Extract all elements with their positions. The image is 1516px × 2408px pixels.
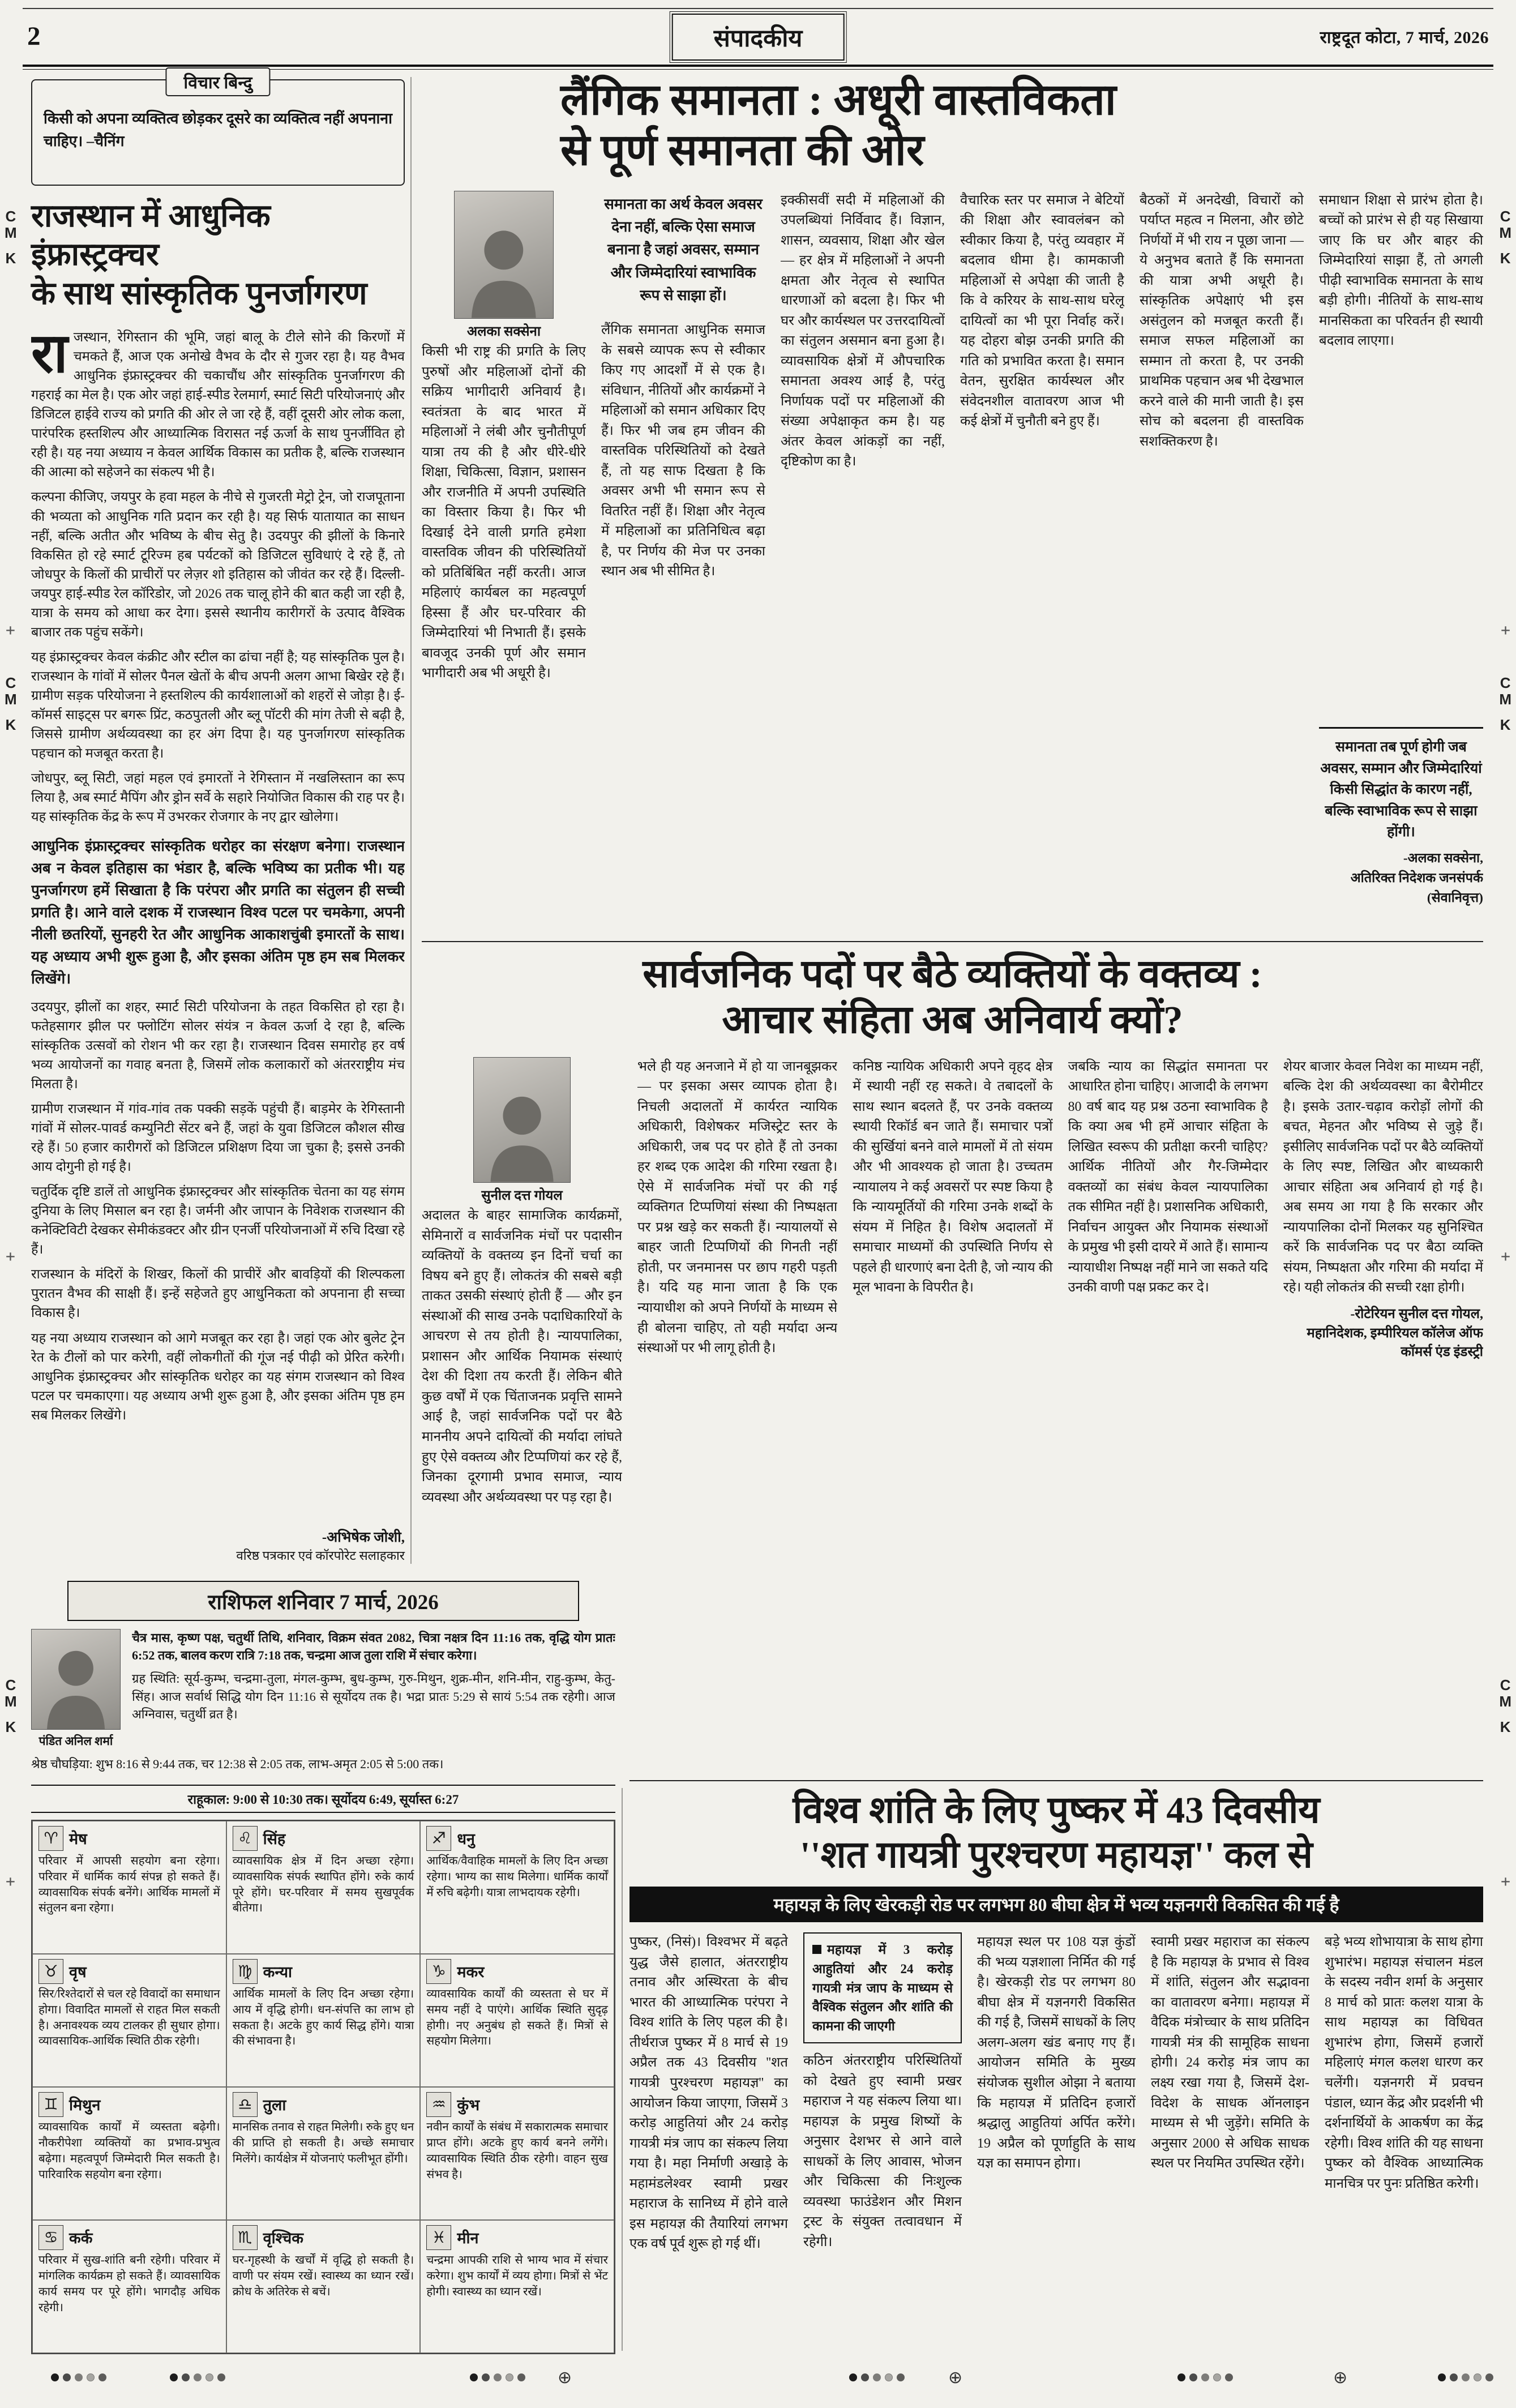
masthead — [27, 15, 1489, 58]
zodiac-cell-pisces — [420, 2220, 614, 2353]
pushkar-headline — [629, 1788, 1483, 1877]
zodiac-cell-aries — [32, 1821, 226, 1954]
horoscope-title: राशिफल शनिवार 7 मार्च, 2026 — [67, 1581, 579, 1621]
zodiac-name: मिथुन — [69, 2097, 101, 2114]
zodiac-name: कन्या — [263, 1964, 293, 1981]
column-divider — [622, 1788, 623, 2351]
body-paragraph: चतुर्दिक दृष्टि डालें तो आधुनिक इंफ्रास्ट्रक्चर और सांस्कृतिक चेतना का यह संगम दुनिया के लिए मिसाल बन रहा है। जर्मनी और जापान के निवेशक राजस्थान की कनेक्टिविटी देखकर सेमीकंडक्टर और ग्रीन एनर्जी परियोजनाओं में रुचि दिखा रहे हैं। — [31, 1184, 405, 1258]
zodiac-forecast: मानसिक तनाव से राहत मिलेगी। रुके हुए धन की प्राप्ति हो सकती है। अच्छे समाचार मिलेंगे। कार्यक्षेत्र में योजनाएं फलीभूत होंगी। — [232, 2120, 414, 2165]
headline-line: विश्व शांति के लिए पुष्कर में 43 दिवसीय — [793, 1790, 1320, 1831]
rajasthan-signature — [31, 1522, 405, 1564]
astrologer-caption: पंडित अनिल शर्मा — [38, 1734, 113, 1748]
cmyk-mark: C M K — [5, 208, 17, 267]
body-paragraph: कल्पना कीजिए, जयपुर के हवा महल के नीचे से गुजरती मेट्रो ट्रेन, जो राजपूताना की भव्यता को आधुनिक गति प्रदान कर रही है। यह सिर्फ यातायात का साधन नहीं, बल्कि अतीत और भविष्य के बीच सेतु है। उदयपुर की झीलों के किनारे विकसित हो रहे स्मार्ट टूरिज्म हब पर्यटकों को डिजिटल सुविधाएं दे रहे हैं, तो जोधपुर के किलों की प्राचीरों पर लेज़र शो इतिहास को जीवंत कर रहे हैं। दिल्ली-जयपुर हाई-स्पीड रेल कॉरिडोर, जो 2026 तक चालू होने की बात कही जा रही है, यात्रा के समय को आधा कर देगा। इससे स्थानीय कारीगरों के उत्पाद वैश्विक बाजार तक पहुंच सकेंगे। — [31, 490, 405, 640]
gender-headline — [422, 75, 1483, 176]
thought-quote: किसी को अपना व्यक्तित्व छोड़कर दूसरे का व्यक्तित्व नहीं अपनाना चाहिए। –चैनिंग — [44, 110, 392, 149]
headline-line: लैंगिक समानता : अधूरी वास्तविकता — [560, 75, 1116, 124]
headline-line: के साथ सांस्कृतिक पुनर्जागरण — [31, 276, 367, 311]
closing-box — [1319, 727, 1483, 908]
author-title: (सेवानिवृत्त) — [1427, 891, 1483, 906]
zodiac-cell-capricorn — [420, 1954, 614, 2087]
highlight-box — [803, 1932, 962, 2043]
headline-line: राजस्थान में आधुनिक इंफ्रास्ट्रक्चर — [31, 199, 271, 273]
article-column — [637, 1057, 837, 1743]
zodiac-icon: ♌ — [233, 1826, 258, 1851]
panchang-line: ग्रह स्थिति: सूर्य-कुम्भ, चन्द्रमा-तुला, मंगल-कुम्भ, बुध-कुम्भ, गुरु-मिथुन, शुक्र-मीन, शनि-मीन, राहु-कुम्भ, केतु-सिंह। आज सर्वार्थ सिद्धि योग दिन 11:16 से सूर्योदय तक है। भद्रा प्रातः 5:29 से सायं 5:54 तक रहेगी। आज अग्निवास, चतुर्थी व्रत है। — [132, 1671, 615, 1721]
zodiac-icon: ♋ — [38, 2225, 63, 2250]
registration-dots — [470, 2373, 525, 2381]
body-paragraph: शेयर बाजार केवल निवेश का माध्यम नहीं, बल्कि देश की अर्थव्यवस्था का बैरोमीटर है। इसके उतार-चढ़ाव करोड़ों लोगों की बचत, मेहनत और भविष्य से जुड़े हैं। इसीलिए सार्वजनिक पदों पर बैठे व्यक्तियों के लिए स्पष्ट, लिखित और बाध्यकारी आचार संहिता अब अनिवार्य हो गई है। अब समय आ गया है कि सरकार और न्यायपालिका दोनों मिलकर यह सुनिश्चित करें कि सार्वजनिक पद पर बैठा व्यक्ति संयम, निष्पक्षता और गरिमा की मर्यादा में रहे। यही लोकतंत्र की सच्ची रक्षा होगी। — [1283, 1059, 1483, 1295]
zodiac-forecast: परिवार में सुख-शांति बनी रहेगी। परिवार में मांगलिक कार्यक्रम हो सकते हैं। व्यावसायिक कार्य समय पर पूरे होंगे। भागदौड़ अधिक रहेगी। — [38, 2253, 220, 2314]
zodiac-forecast: चन्द्रमा आपकी राशि से भाग्य भाव में संचार करेगा। शुभ कार्यों में व्यय होगा। मित्रों से भेंट होगी। स्वास्थ्य का ध्यान रखें। — [426, 2253, 608, 2298]
pull-quote: समानता का अर्थ केवल अवसर देना नहीं, बल्कि ऐसा समाज बनाना है जहां अवसर, सम्मान और जिम्मेदारियां स्वाभाविक रूप से साझा हों। — [604, 195, 763, 303]
registration-dots — [849, 2373, 905, 2381]
registration-dots — [1438, 2373, 1493, 2381]
zodiac-name: मकर — [457, 1964, 485, 1981]
zodiac-icon: ♒ — [426, 2092, 451, 2117]
registration-dots — [1177, 2373, 1233, 2381]
panchang-line: चैत्र मास, कृष्ण पक्ष, चतुर्थी तिथि, शनिवार, विक्रम संवत 2082, चित्रा नक्षत्र दिन 11:16 तक, वृद्धि योग प्रातः 6:52 तक, बालव करण रात्रि 7:18 तक, चन्द्रमा आज तुला राशि में संचार करेगा। — [132, 1631, 615, 1663]
headline-line: आचार संहिता अब अनिवार्य क्यों? — [722, 998, 1183, 1042]
author-figure — [422, 1057, 622, 1207]
body-paragraph: जबकि न्याय का सिद्धांत समानता पर आधारित होना चाहिए। आजादी के लगभग 80 वर्ष बाद यह प्रश्न उठना स्वाभाविक है कि क्या अब भी हमें आचार संहिता के लिखित स्वरूप की प्रतीक्षा करनी चाहिए? आर्थिक नीतियों और गैर-जिम्मेदार वक्तव्यों का संबंध केवल न्यायपालिका तक सीमित नहीं है। प्रशासनिक अधिकारी, निर्वाचन आयुक्त और नियामक संस्थाओं के प्रमुख भी इसी दायरे में आते हैं। सामान्य न्यायाधीश निष्पक्ष नहीं माने जा सकते यदि उनकी वाणी पक्ष प्रकट कर दे। — [1068, 1059, 1268, 1295]
section-rule — [422, 941, 1483, 942]
zodiac-icon: ♐ — [426, 1826, 451, 1851]
registration-target: ⊕ — [1333, 2368, 1348, 2388]
section-title: संपादकीय — [672, 14, 845, 61]
zodiac-icon: ♓ — [426, 2225, 451, 2250]
zodiac-name: धनु — [457, 1830, 475, 1848]
body-paragraph: उदयपुर, झीलों का शहर, स्मार्ट सिटी परियोजना के तहत विकसित हो रहा है। फतेहसागर झील पर फ्लोटिंग सोलर संयंत्र न केवल ऊर्जा दे रहा है, बल्कि सांस्कृतिक उत्सवों को रोशन भी कर रहा है। राजस्थान दिवस समारोह हर वर्ष भव्य आयोजनों का गवाह बनता है, जिसमें लोक कलाकारों को अंतरराष्ट्रीय मंच मिलता है। — [31, 999, 405, 1092]
cmyk-mark: C M K — [1499, 674, 1511, 734]
body-paragraph: भले ही यह अनजाने में हो या जानबूझकर — पर इसका असर व्यापक होता है। निचली अदालतों में कार्यरत न्यायिक अधिकारी, विशेषकर मजिस्ट्रेट स्तर के अधिकारी, जब पद पर होते हैं तो उनका हर शब्द एक आदेश की गरिमा रखता है। ऐसे में सार्वजनिक मंचों पर की गई व्यक्तिगत टिप्पणियां संस्था की निष्पक्षता पर प्रश्न खड़े कर सकती हैं। न्यायालयों से बाहर जाती टिप्पणियों की गिनती नहीं होती, पर जनमानस पर छाप गहरी पड़ती है। यदि यह माना जाता है कि एक न्यायाधीश को अपने निर्णयों के माध्यम से ही बोलना चाहिए, तो यही मर्यादा अन्य संस्थाओं पर भी लागू होती है। — [637, 1059, 838, 1356]
horoscope-intro-row — [31, 1629, 615, 1753]
headline-line: ''शत गायत्री पुरश्चरण महायज्ञ'' कल से — [800, 1834, 1313, 1876]
zodiac-forecast: व्यावसायिक कार्यों की व्यस्तता से घर में समय नहीं दे पाएंगे। आर्थिक स्थिति सुदृढ़ होगी। नए अनुबंध हो सकते हैं। मित्रों से सहयोग मिलेगा। — [426, 1987, 608, 2048]
closing-text: समानता तब पूर्ण होगी जब अवसर, सम्मान और जिम्मेदारियां किसी सिद्धांत के कारण नहीं, बल्कि स्वाभाविक रूप से साझा होंगी। — [1320, 739, 1482, 840]
zodiac-forecast: परिवार में आपसी सहयोग बना रहेगा। परिवार में धार्मिक कार्य संपन्न हो सकते हैं। व्यावसायिक संपर्क बनेंगे। आर्थिक मामलों में संतुलन बना रहेगा। — [38, 1854, 220, 1915]
conduct-headline — [422, 951, 1483, 1043]
body-paragraph: कठिन अंतरराष्ट्रीय परिस्थितियों को देखते हुए स्वामी प्रखर महाराज ने यह संकल्प लिया था। महायज्ञ के प्रमुख शिष्यों के अनुसार देशभर से आने वाले साधकों के लिए आवास, भोजन और चिकित्सा की निःशुल्क व्यवस्था फाउंडेशन और मिशन ट्रस्ट के संयुक्त तत्वावधान में रहेगी। — [803, 2054, 962, 2249]
registration-dots — [51, 2373, 106, 2381]
article-column — [601, 191, 765, 909]
author-caption: सुनील दत्त गोयल — [481, 1188, 563, 1203]
article-column — [629, 1932, 788, 2351]
zodiac-forecast: व्यावसायिक कार्यों में व्यस्तता बढ़ेगी। नौकरीपेशा व्यक्तियों का प्रभाव-प्रभुत्व बढ़ेगा। महत्वपूर्ण जिम्मेदारी मिल सकती है। पारिवारिक सहयोग बना रहेगा। — [38, 2120, 220, 2181]
article-column — [960, 191, 1124, 909]
zodiac-icon: ♉ — [38, 1959, 63, 1984]
body-paragraph: किसी भी राष्ट्र की प्रगति के लिए पुरुषों और महिलाओं दोनों की सक्रिय भागीदारी अनिवार्य है। स्वतंत्रता के बाद भारत में महिलाओं ने लंबी और चुनौतीपूर्ण यात्रा तय की है और धीरे-धीरे शिक्षा, चिकित्सा, विज्ञान, प्रशासन और राजनीति में अपनी उपस्थिति का विस्तार किया है। फिर भी दिखाई देने वाली प्रगति हमेशा वास्तविक जीवन की परिस्थितियों को प्रतिबिंबित नहीं करती। आज महिलाएं कार्यबल का महत्वपूर्ण हिस्सा हैं और घर-परिवार की जिम्मेदारियां भी निभाती हैं। इसके बावजूद उनकी पूर्ण और समान भागीदारी अब भी अधूरी है। — [422, 344, 586, 681]
article-column — [1325, 1932, 1483, 2351]
author-name: -रोटेरियन सुनील दत्त गोयल, — [1350, 1307, 1483, 1321]
zodiac-cell-aquarius — [420, 2087, 614, 2220]
paragraph-text: जस्थान, रेगिस्तान की भूमि, जहां बालू के टीले सोने की किरणों में चमकते हैं, आज एक अनोखे वैभव के दौर से गुजर रहा है। यह वैभव आधुनिक इंफ्रास्ट्रक्चर की चकाचौंध और सांस्कृतिक पुनर्जागरण की गहराई का मेल है। एक ओर जहां हाई-स्पीड रेलमार्ग, स्मार्ट सिटी परियोजनाएं और डिजिटल हाईवे राज्य को प्रगति की ओर ले जा रहे हैं, वहीं दूसरी ओर लोक कला, पारंपरिक हस्तशिल्प और आध्यात्मिक विरासत नई ऊर्जा के साथ पुनर्जीवित हो रही है। यह नया अध्याय न केवल आर्थिक विकास का प्रतीक है, बल्कि राजस्थान की आत्मा को सहेजने का संकल्प भी है। — [31, 330, 405, 480]
body-paragraph: कनिष्ठ न्यायिक अधिकारी अपने वृहद क्षेत्र में स्थायी नहीं रह सकते। वे तबादलों के साथ स्थान बदलते हैं, पर उनके वक्तव्य स्थायी रिकॉर्ड बन जाते हैं। समाचार पत्रों की सुर्खियां बनने वाले मामलों में तो संयम और भी आवश्यक हो जाता है। उच्चतम न्यायालय ने कई अवसरों पर स्पष्ट किया है कि न्यायमूर्तियों की गरिमा उनके शब्दों के संयम में निहित है। विशेष अदालतों में समाचार माध्यमों की उपस्थिति निर्णय से पहले ही धारणाएं बना देती है, जो न्याय की मूल भावना के विपरीत है। — [853, 1059, 1053, 1295]
body-paragraph: लैंगिक समानता आधुनिक समाज के सबसे व्यापक रूप से स्वीकार किए गए आदर्शों में से एक है। संविधान, नीतियों और कार्यक्रमों ने महिलाओं को समान अधिकार दिए हैं। फिर भी जब हम जीवन की वास्तविक परिस्थितियों को देखते हैं, तो यह साफ दिखता है कि अवसर अभी भी समान रूप से वितरित नहीं हैं। शिक्षा और नेतृत्व में महिलाओं का प्रतिनिधित्व बढ़ा है, पर निर्णय की मेज पर उनका स्थान अब भी सीमित है। — [601, 323, 765, 579]
zodiac-cell-sagittarius — [420, 1821, 614, 1954]
zodiac-icon: ♊ — [38, 2092, 63, 2117]
body-paragraph: अदालत के बाहर सामाजिक कार्यक्रमों, सेमिनारों व सार्वजनिक मंचों पर पदासीन व्यक्तियों के वक्तव्य इन दिनों चर्चा का विषय बने हुए हैं। लोकतंत्र की सबसे बड़ी ताकत उसकी संस्थाएं होती हैं — और इन संस्थाओं की साख उनके पदाधिकारियों के आचरण से तय होती है। न्यायपालिका, प्रशासन और आर्थिक नियामक संस्थाएं देश की दिशा तय करती हैं। लेकिन बीते कुछ वर्षों में एक चिंताजनक प्रवृत्ति सामने आई है, जहां सार्वजनिक पदों पर बैठे माननीय अपने दायित्वों की मर्यादा लांघते हुए ऐसे वक्तव्य और टिप्पणियां कर रहे हैं, जिनका दूरगामी प्रभाव समाज, न्याय व्यवस्था और अर्थव्यवस्था पर पड़ रहा है। — [422, 1208, 622, 1505]
cmyk-mark: C M K — [1499, 208, 1511, 267]
registration-target: ⊕ — [948, 2368, 963, 2388]
zodiac-name: सिंह — [263, 1830, 286, 1848]
rajasthan-body — [31, 328, 405, 1522]
zodiac-name: मीन — [457, 2230, 479, 2247]
edition-dateline: राष्ट्रदूत कोटा, 7 मार्च, 2026 — [1320, 28, 1489, 47]
article-column — [1319, 191, 1483, 909]
crop-mark: + — [6, 621, 15, 639]
portrait-icon — [461, 216, 546, 318]
article-rajasthan — [31, 197, 405, 1564]
author-title: महानिदेशक, इम्पीरियल कॉलेज ऑफ कॉमर्स एंड इंडस्ट्री — [1307, 1325, 1483, 1360]
conduct-columns — [637, 1057, 1483, 1743]
zodiac-forecast: आर्थिक/वैवाहिक मामलों के लिए दिन अच्छा रहेगा। भाग्य का साथ मिलेगा। धार्मिक कार्यों में रुचि बढ़ेगी। यात्रा लाभदायक रहेगी। — [426, 1854, 608, 1899]
rajasthan-headline — [31, 197, 405, 313]
chaughadiya-line: श्रेष्ठ चौघड़िया: शुभ 8:16 से 9:44 तक, चर 12:38 से 2:05 तक, लाभ-अमृत 2:05 से 5:00 तक। — [31, 1757, 444, 1771]
body-paragraph: पुष्कर, (निसं)। विश्वभर में बढ़ते युद्ध जैसे हालात, अंतरराष्ट्रीय तनाव और अस्थिरता के बीच भारत की आध्यात्मिक परंपरा ने विश्व शांति के लिए पहल की है। तीर्थराज पुष्कर में 8 मार्च से 19 अप्रैल तक 43 दिवसीय ''शत गायत्री पुरश्चरण महायज्ञ'' का आयोजन किया जाएगा, जिसमें 3 करोड़ आहुतियां और 24 करोड़ गायत्री मंत्र जाप का संकल्प लिया गया है। महा निर्माणी अखाड़े के महामंडलेश्वर स्वामी प्रखर महाराज के सानिध्य में होने वाले इस महायज्ञ की तैयारियां लगभग एक वर्ष पूर्व शुरू हो गई थीं। — [629, 1935, 788, 2252]
zodiac-cell-gemini — [32, 2087, 226, 2220]
article-column — [803, 1932, 962, 2351]
article-column — [853, 1057, 1052, 1743]
body-paragraph — [31, 328, 405, 482]
article-column — [422, 1057, 622, 1663]
zodiac-icon: ♈ — [38, 1826, 63, 1851]
portrait-icon — [38, 1638, 114, 1729]
horoscope-panel — [31, 1581, 615, 2354]
zodiac-forecast: आर्थिक मामलों के लिए दिन अच्छा रहेगा। आय में वृद्धि होगी। धन-संपत्ति का लाभ हो सकता है। अटके हुए कार्य सिद्ध होंगे। यात्रा की संभावना है। — [232, 1987, 414, 2048]
zodiac-name: तुला — [263, 2097, 286, 2114]
body-paragraph: बैठकों में अनदेखी, विचारों को पर्याप्त महत्व न मिलना, और छोटे निर्णयों में भी राय न पूछा जाना — ये अनुभव बताते हैं कि समानता की यात्रा अभी अधूरी है। सांस्कृतिक अपेक्षाएं भी इस असंतुलन को मजबूत करती हैं। समाज सफल महिलाओं का सम्मान तो करता है, पर उनकी प्राथमिक पहचान अब भी देखभाल करने वाले की मानी जाती है। इस सोच को बदलना ही वास्तविक सशक्तिकरण है। — [1140, 193, 1304, 449]
gender-columns — [422, 191, 1483, 909]
author-photo — [473, 1057, 571, 1183]
cmyk-mark: C M K — [1499, 1676, 1511, 1736]
astrologer-photo — [31, 1629, 121, 1730]
body-paragraph: यह नया अध्याय राजस्थान को आगे मजबूत कर रहा है। जहां एक ओर बुलेट ट्रेन रेत के टीलों को पार करेगी, वहीं लोकगीतों की गूंज नई पीढ़ी को प्रेरित करेगी। आधुनिक इंफ्रास्ट्रक्चर और सांस्कृतिक धरोहर का यह संगम राजस्थान को विश्व पटल पर चमकाएगा। यह अध्याय अभी शुरू हुआ है, और इसका अंतिम पृष्ठ हम सब मिलकर लिखेंगे। — [31, 1331, 405, 1423]
article-column — [1068, 1057, 1268, 1743]
article-column — [781, 191, 945, 909]
cmyk-mark: C M K — [5, 1676, 17, 1736]
zodiac-cell-taurus — [32, 1954, 226, 2087]
cmyk-mark: C M K — [5, 674, 17, 734]
author-name: -अभिषेक जोशी, — [322, 1530, 405, 1545]
article-column — [1140, 191, 1304, 909]
section-rule — [629, 1780, 1483, 1781]
zodiac-name: वृश्चिक — [263, 2230, 304, 2247]
zodiac-icon: ♑ — [426, 1959, 451, 1984]
rahukaal-line: राहूकाल: 9:00 से 10:30 तक। सूर्योदय 6:49, सूर्यास्त 6:27 — [31, 1785, 615, 1813]
registration-target: ⊕ — [558, 2368, 572, 2388]
zodiac-forecast: सिर/रिश्तेदारों से चल रहे विवादों का समाधान होगा। विवादित मामलों से राहत मिल सकती है। अनावश्यक व्यय टालकर ही सुधार होगा। व्यावसायिक-आर्थिक स्थिति ठीक रहेगी। — [38, 1987, 220, 2048]
body-paragraph: राजस्थान के मंदिरों के शिखर, किलों की प्राचीरें और बावड़ियों की शिल्पकला पुरातन वैभव की साक्षी हैं। इन्हें सहेजते हुए आधुनिकता को अपनाना ही सच्चा विकास है। — [31, 1267, 405, 1321]
rajasthan-subhead: आधुनिक इंफ्रास्ट्रक्चर सांस्कृतिक धरोहर का संरक्षण बनेगा। राजस्थान अब न केवल इतिहास का भंडार है, बल्कि भविष्य का प्रतीक भी। यह पुनर्जागरण हमें सिखाता है कि परंपरा और प्रगति का संतुलन ही सच्ची प्रगति है। आने वाले दशक में राजस्थान विश्व पटल पर चमकेगा, अपनी नीली छतरियों, सुनहरी रेत और आधुनिक आकाशचुंबी इमारतों के साथ। यह अध्याय अभी शुरू हुआ है, और इसका अंतिम पृष्ठ हम सब मिलकर लिखेंगे। — [31, 837, 405, 987]
body-paragraph: महायज्ञ स्थल पर 108 यज्ञ कुंडों की भव्य यज्ञशाला निर्मित की गई है। खेरकड़ी रोड पर लगभग 80 बीघा क्षेत्र में यज्ञनगरी विकसित की गई है, जिसमें साधकों के लिए अलग-अलग खंड बनाए गए हैं। आयोजन समिति के मुख्य संयोजक सुशील ओझा ने बताया कि महायज्ञ में प्रतिदिन हजारों श्रद्धालु आहुतियां अर्पित करेंगे। 19 अप्रैल को पूर्णाहुति के साथ यज्ञ का समापन होगा। — [977, 1935, 1136, 2171]
crop-mark: + — [1501, 1247, 1510, 1265]
article-pushkar-mahayagya — [629, 1788, 1483, 2351]
drop-cap: रा — [31, 327, 68, 384]
zodiac-icon: ♍ — [233, 1959, 258, 1984]
portrait-icon — [481, 1083, 563, 1182]
article-gender-equality — [422, 75, 1483, 934]
article-column — [422, 191, 586, 909]
body-paragraph: ग्रामीण राजस्थान में गांव-गांव तक पक्की सड़कें पहुंची हैं। बाड़मेर के रेगिस्तानी गांवों में सोलर-पावर्ड कम्युनिटी सेंटर बने हैं, जहां के युवा डिजिटल कौशल सीख रहे हैं। 50 हजार कारीगरों को डिजिटल प्रशिक्षण दिया जा चुका है; इससे उनकी आय दोगुनी हो गई है। — [31, 1101, 405, 1174]
body-paragraph: यह इंफ्रास्ट्रक्चर केवल कंक्रीट और स्टील का ढांचा नहीं है; यह सांस्कृतिक पुल है। राजस्थान के गांवों में सोलर पैनल खेतों के बीच अपनी अलग आभा बिखेर रहे हैं। ग्रामीण सड़क परियोजना ने हस्तशिल्प की कार्यशालाओं को शहरों से जोड़ा है। ई-कॉमर्स साइट्स पर बगरू प्रिंट, कठपुतली और ब्लू पॉटरी की मांग तेजी से बढ़ी है, जिससे ग्रामीण अर्थव्यवस्था का हर अंग दिपा है। यह पुनर्जागरण सांस्कृतिक पहचान को मजबूत करता है। — [31, 649, 405, 762]
panchang-text — [132, 1629, 615, 1753]
zodiac-icon: ♏ — [233, 2225, 258, 2250]
crop-mark: + — [6, 1872, 15, 1891]
article-column — [977, 1932, 1136, 2351]
article-column — [1151, 1932, 1309, 2351]
body-paragraph: बड़े भव्य शोभायात्रा के साथ होगा शुभारंभ। महायज्ञ संचालन मंडल के सदस्य नवीन शर्मा के अनुसार 8 मार्च को प्रातः कलश यात्रा के साथ महायज्ञ का विधिवत शुभारंभ होगा, जिसमें हजारों महिलाएं मंगल कलश धारण कर चलेंगी। यज्ञनगरी में प्रवचन पंडाल, ध्यान केंद्र और प्रदर्शनी भी दर्शनार्थियों के आकर्षण का केंद्र रहेगी। विश्व शांति की यह साधना पुष्कर को वैश्विक आध्यात्मिक मानचित्र पर पुनः प्रतिष्ठित करेगी। — [1325, 1935, 1483, 2191]
thought-title: विचार बिन्दु — [165, 67, 270, 96]
body-paragraph: जोधपुर, ब्लू सिटी, जहां महल एवं इमारतों ने रेगिस्तान में नखलिस्तान का रूप लिया है, अब स्मार्ट मैपिंग और ड्रोन सर्वे के सहारे नियोजित विकास की राह पर है। यह सांस्कृतिक केंद्र के रूप में उभरकर रोजगार के नए द्वार खोलेगा। — [31, 771, 405, 825]
crop-mark: + — [1501, 621, 1510, 639]
thought-box — [31, 74, 405, 186]
zodiac-name: कुंभ — [457, 2097, 480, 2114]
author-caption: अलका सक्सेना — [466, 324, 541, 339]
headline-line: से पूर्ण समानता की ओर — [560, 126, 924, 175]
author-title: अतिरिक्त निदेशक जनसंपर्क — [1350, 871, 1483, 886]
zodiac-icon: ♎ — [233, 2092, 258, 2117]
author-title: वरिष्ठ पत्रकार एवं कॉरपोरेट सलाहकार — [236, 1549, 405, 1563]
registration-dots — [170, 2373, 225, 2381]
crop-mark: + — [1501, 1872, 1510, 1891]
body-paragraph: समाधान शिक्षा से प्रारंभ होता है। बच्चों को प्रारंभ से ही यह सिखाया जाए कि घर और बाहर की जिम्मेदारियां साझा हैं, तो अगली पीढ़ी स्वाभाविक समानता के साथ बड़ी होगी। नीतियों के साथ-साथ मानसिकता का परिवर्तन ही स्थायी बदलाव लाएगा। — [1319, 193, 1483, 349]
zodiac-cell-cancer — [32, 2220, 226, 2353]
zodiac-cell-scorpio — [226, 2220, 421, 2353]
zodiac-cell-leo — [226, 1821, 421, 1954]
top-rule — [23, 8, 1493, 9]
article-column — [1283, 1057, 1483, 1743]
reverse-subhead-bar: महायज्ञ के लिए खेरकड़ी रोड पर लगभग 80 बीघा क्षेत्र में भव्य यज्ञनगरी विकसित की गई है — [629, 1887, 1483, 1922]
column-divider — [410, 77, 412, 1564]
zodiac-forecast: घर-गृहस्थी के खर्चों में वृद्धि हो सकती है। वाणी पर संयम रखें। स्वास्थ्य का ध्यान रखें। क्रोध के अतिरेक से बचें। — [232, 2253, 414, 2298]
astrologer-figure — [31, 1629, 121, 1753]
headline-line: सार्वजनिक पदों पर बैठे व्यक्तियों के वक्तव्य : — [643, 952, 1262, 995]
zodiac-name: मेष — [69, 1830, 87, 1848]
author-photo — [454, 191, 554, 319]
body-paragraph: स्वामी प्रखर महाराज का संकल्प है कि महायज्ञ के प्रभाव से विश्व में शांति, संतुलन और सद्भावना का वातावरण बनेगा। महायज्ञ में वैदिक मंत्रोच्चार के साथ प्रतिदिन गायत्री मंत्र की सामूहिक साधना होगी। 24 करोड़ मंत्र जाप का लक्ष्य रखा गया है, जिसमें देश-विदेश के साधक ऑनलाइन माध्यम से भी जुड़ेंगे। समिति के अनुसार 2000 से अधिक साधक स्थल पर नियमित उपस्थित रहेंगे। — [1151, 1935, 1309, 2171]
body-paragraph: इक्कीसवीं सदी में महिलाओं की उपलब्धियां निर्विवाद हैं। विज्ञान, शासन, व्यवसाय, शिक्षा और खेल — हर क्षेत्र में महिलाओं ने अपनी क्षमता और नेतृत्व से स्थापित धारणाओं को बदला है। फिर भी घर और कार्यस्थल पर उत्तरदायित्वों का संतुलन असमान बना हुआ है। व्यावसायिक क्षेत्रों में औपचारिक समानता अवश्य आई है, परंतु निर्णायक पदों पर महिलाओं की संख्या अपेक्षाकृत कम है। यह अंतर केवल आंकड़ों का नहीं, दृष्टिकोण का है। — [781, 193, 945, 469]
zodiac-forecast: नवीन कार्यों के संबंध में सकारात्मक समाचार प्राप्त होंगे। अटके हुए कार्य बनने लगेंगे। व्यावसायिक स्थिति ठीक रहेगी। वाहन सुख संभव है। — [426, 2120, 608, 2181]
square-bullet-icon — [812, 1945, 821, 1954]
zodiac-grid — [31, 1820, 615, 2354]
conduct-signature — [1283, 1305, 1483, 1362]
body-paragraph: वैचारिक स्तर पर समाज ने बेटियों की शिक्षा और स्वावलंबन को स्वीकार किया है, परंतु व्यवहार में बदलाव धीमा है। कामकाजी महिलाओं से अपेक्षा की जाती है कि वे करियर के साथ-साथ घरेलू दायित्वों का भी पूरा निर्वाह करें। यह दोहरा बोझ उनकी प्रगति की गति को प्रभावित करता है। समान वेतन, सुरक्षित कार्यस्थल और संवेदनशील वातावरण आज भी कई क्षेत्रों में चुनौती बने हुए हैं। — [960, 193, 1124, 429]
zodiac-cell-virgo — [226, 1954, 421, 2087]
crop-mark: + — [6, 1247, 15, 1265]
pushkar-columns — [629, 1932, 1483, 2351]
zodiac-name: कर्क — [69, 2230, 93, 2247]
page-number: 2 — [27, 22, 41, 51]
highlight-text: महायज्ञ में 3 करोड़ आहुतियां और 24 करोड़ गायत्री मंत्र जाप के माध्यम से वैश्विक संतुलन और शांति की कामना की जाएगी — [812, 1943, 953, 2033]
zodiac-name: वृष — [69, 1964, 87, 1981]
author-figure — [422, 191, 586, 343]
zodiac-cell-libra — [226, 2087, 421, 2220]
zodiac-forecast: व्यावसायिक क्षेत्र में दिन अच्छा रहेगा। व्यावसायिक संपर्क स्थापित होंगे। रुके कार्य पूरे होंगे। घर-परिवार में समय सुखपूर्वक बीतेगा। — [232, 1854, 414, 1915]
author-name: -अलका सक्सेना, — [1403, 850, 1483, 866]
